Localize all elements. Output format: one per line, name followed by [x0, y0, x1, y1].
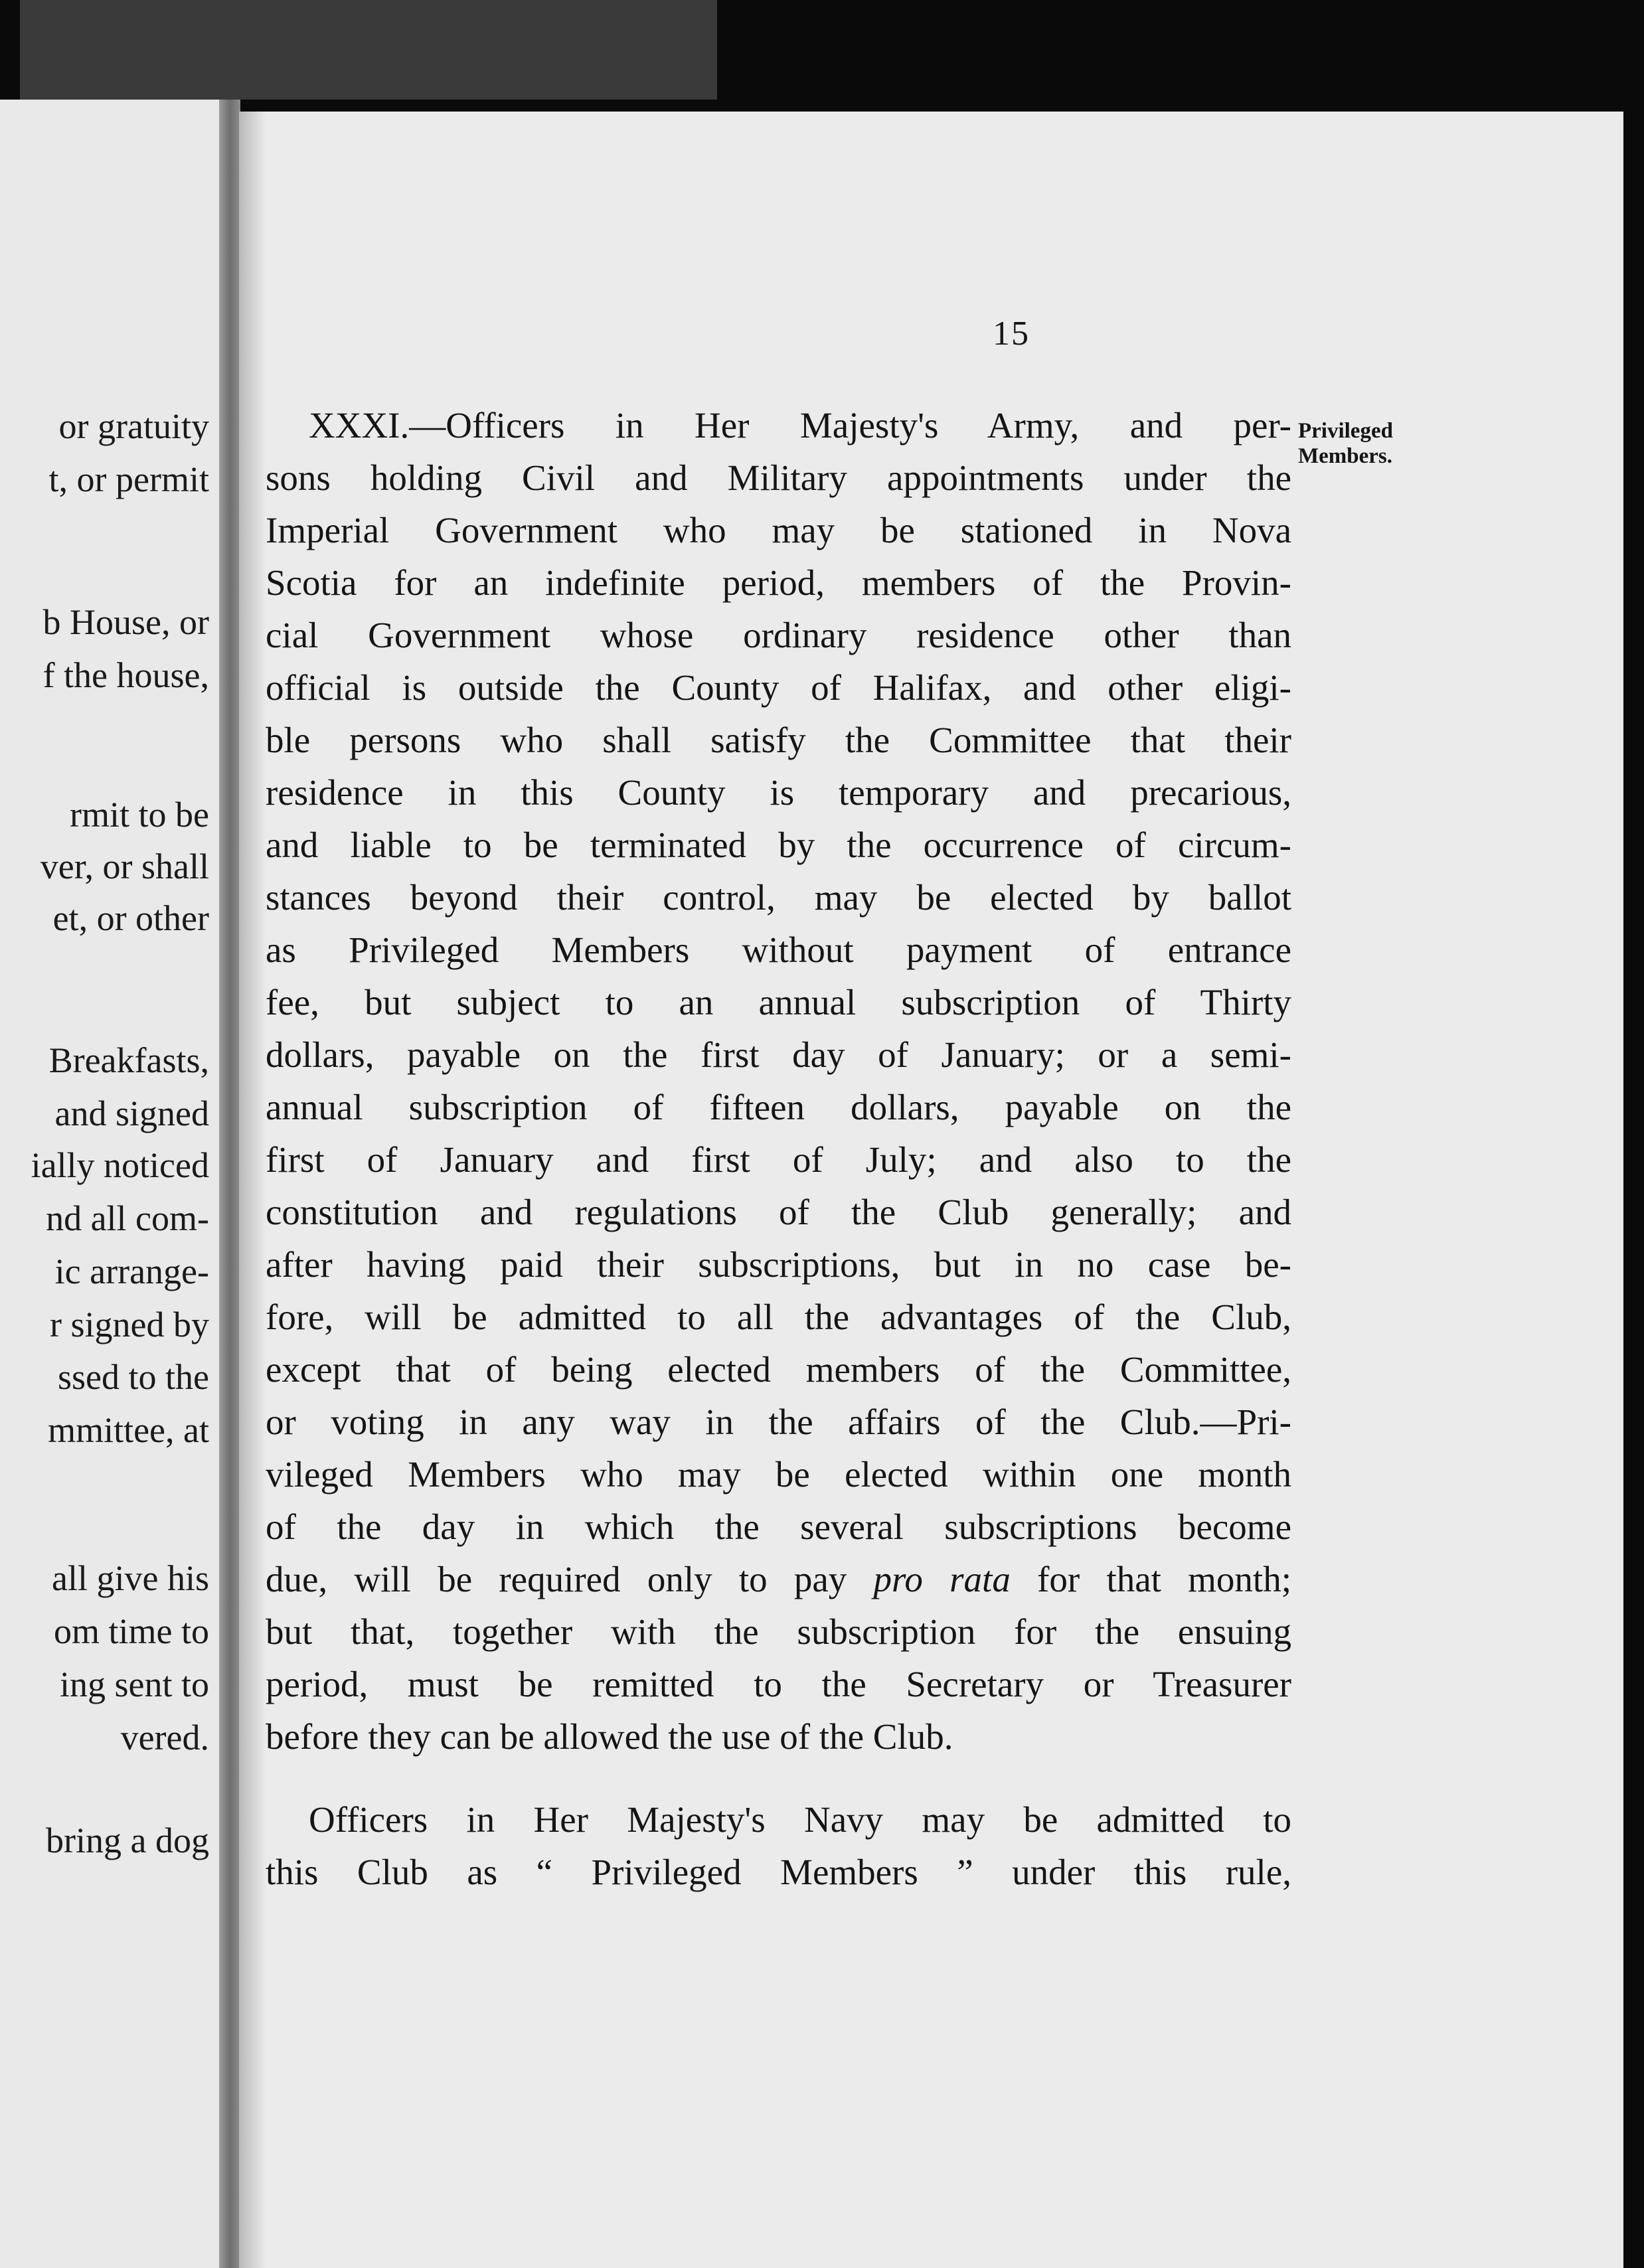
paragraph-line: period, must be remitted to the Secretary or Treasurer — [266, 1664, 1291, 1704]
pro-rata-after: for that month; — [1010, 1559, 1291, 1599]
paragraph-line: XXXI.—Officers in Her Majesty's Army, and per- — [309, 405, 1291, 446]
paragraph-line: residence in this County is temporary and precarious, — [266, 772, 1291, 813]
margin-note-line: Members. — [1298, 444, 1393, 468]
paragraph-line: Officers in Her Majesty's Navy may be admitted to — [309, 1799, 1291, 1840]
scan-border — [0, 0, 20, 100]
pro-rata-italic: pro rata — [873, 1559, 1011, 1599]
left-page-line: ing sent to — [60, 1664, 209, 1704]
paragraph-line: sons holding Civil and Military appointments under the — [266, 457, 1291, 498]
paragraph-line: fore, will be admitted to all the advantages of the Club, — [266, 1297, 1291, 1337]
right-page — [239, 112, 1623, 2268]
book-cloth-edge — [0, 0, 717, 100]
paragraph-line: except that of being elected members of the Committee, — [266, 1349, 1291, 1390]
paragraph-line: fee, but subject to an annual subscription of Thirty — [266, 982, 1291, 1022]
page-shadow — [239, 112, 266, 2268]
left-page-line: and signed — [54, 1094, 209, 1133]
paragraph-line: first of January and first of July; and also to the — [266, 1139, 1291, 1180]
left-page-line: om time to — [54, 1611, 209, 1651]
left-page-line: vered. — [120, 1718, 209, 1757]
left-page-line: mmittee, at — [48, 1410, 209, 1450]
left-page-line: f the house, — [42, 655, 209, 695]
left-page-line: r signed by — [50, 1305, 209, 1344]
left-page-line: et, or other — [52, 898, 209, 938]
left-page-line: Breakfasts, — [48, 1040, 209, 1080]
paragraph-line: official is outside the County of Halifax, and other eligi- — [266, 667, 1291, 708]
left-page-line: ssed to the — [58, 1357, 209, 1397]
paragraph-line: ble persons who shall satisfy the Committee that their — [266, 720, 1291, 760]
left-page-line: bring a dog — [46, 1821, 209, 1860]
paragraph-line: dollars, payable on the first day of January; or a semi- — [266, 1034, 1291, 1075]
paragraph-line: stances beyond their control, may be elected by ballot — [266, 877, 1291, 918]
paragraph-line: vileged Members who may be elected within one month — [266, 1454, 1291, 1495]
left-page-line: all give his — [52, 1558, 209, 1598]
paragraph-line: this Club as “ Privileged Members ” under this rule, — [266, 1852, 1291, 1892]
paragraph-line: Imperial Government who may be stationed in Nova — [266, 510, 1291, 550]
paragraph-line: of the day in which the several subscriptions become — [266, 1506, 1291, 1547]
left-page-line: ic arrange- — [54, 1252, 209, 1291]
page-number: 15 — [993, 315, 1030, 353]
left-page-line: nd all com- — [46, 1198, 209, 1238]
pro-rata-before: due, will be required only to pay — [266, 1559, 874, 1599]
left-page-line: ver, or shall — [40, 847, 209, 886]
paragraph-line: and liable to be terminated by the occurrence of circum- — [266, 825, 1291, 865]
paragraph-line — [266, 1561, 1291, 1597]
paragraph-line: as Privileged Members without payment of entrance — [266, 930, 1291, 970]
paragraph-line: after having paid their subscriptions, but in no case be- — [266, 1244, 1291, 1285]
left-page-line: or gratuity — [58, 406, 209, 446]
paragraph-line: but that, together with the subscription for the ensuing — [266, 1611, 1291, 1652]
paragraph-line: constitution and regulations of the Club generally; and — [266, 1192, 1291, 1232]
left-page-line: b House, or — [42, 602, 209, 642]
book-gutter — [219, 100, 240, 2268]
paragraph-line: cial Government whose ordinary residence other than — [266, 615, 1291, 655]
left-page-line: ially noticed — [31, 1145, 209, 1185]
paragraph-line: annual subscription of fifteen dollars, payable on the — [266, 1087, 1291, 1127]
paragraph-line: before they can be allowed the use of the Club. — [266, 1716, 953, 1757]
left-page-line: t, or permit — [48, 459, 209, 499]
left-page-line: rmit to be — [70, 795, 209, 835]
margin-note-line: Privileged — [1298, 419, 1393, 443]
paragraph-line: Scotia for an indefinite period, members of the Provin- — [266, 562, 1291, 603]
paragraph-line: or voting in any way in the affairs of the Club.—Pri- — [266, 1402, 1291, 1442]
left-page — [0, 100, 229, 2268]
